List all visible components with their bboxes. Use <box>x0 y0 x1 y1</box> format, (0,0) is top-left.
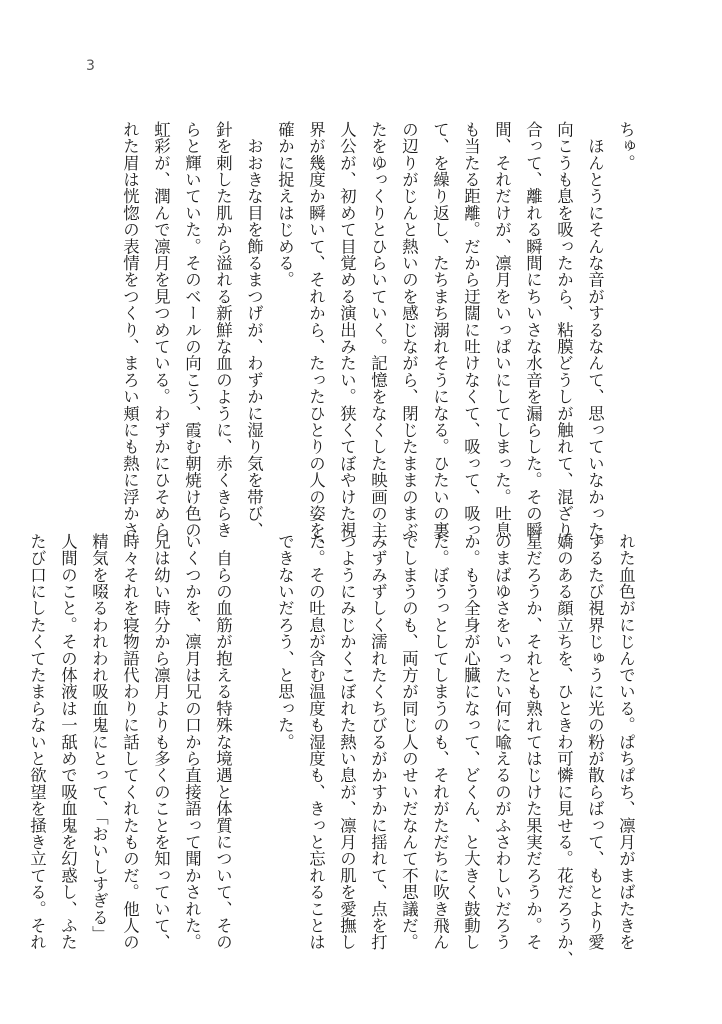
text-line: おおきな目を飾るまつげが、わずかに湿り気を帯び、 <box>244 121 264 539</box>
text-line: 人間のこと。その体液は一舐めで吸血鬼を幻惑し、ふた <box>58 533 78 951</box>
text-line: のまばゆさをいったい何に喩えるのがふさわしいだろう <box>492 533 512 951</box>
text-line: 時々それを寝物語代わりに話してくれたものだ。他人の <box>120 533 140 951</box>
text-line: ちゅ。 <box>616 121 636 172</box>
text-line: いくつかを、凛月は兄の口から直接語って聞かされた。 <box>182 533 202 951</box>
text-line: も当たる距離。だから迂闊に吐けなくて、吸って、吸っ <box>461 121 481 539</box>
text-line: 嬌のある顔立ちを、ひときわ可憐に見せる。花だろうか、 <box>554 533 574 968</box>
text-line: たをゆっくりとひらいていく。記憶をなくした映画の主 <box>368 121 388 539</box>
text-line: たび口にしたくてたまらないと欲望を掻き立てる。それ <box>27 533 47 951</box>
text-line: 向こうも息を吸ったから、粘膜どうしが触れて、混ざり <box>554 121 574 539</box>
text-line: た。その吐息が含む温度も湿度も、きっと忘れることは <box>306 533 326 951</box>
text-line: の辺りがじんと熱いのを感じながら、閉じたままのまぶ <box>399 121 419 539</box>
text-line: た。ぼうっとしてしまうのも、それがただちに吹き飛ん <box>430 533 450 951</box>
text-line: 針を刺した肌から溢れる新鮮な血のように、赤くきらき <box>213 121 233 539</box>
text-line: て、を繰り返し、たちまち溺れそうになる。ひたいの裏 <box>430 121 450 539</box>
text-line: みずみずしく濡れたくちびるがかすかに揺れて、点を打 <box>368 533 388 951</box>
text-line: できないだろう、と思った。 <box>275 533 295 751</box>
page-number: 3 <box>86 58 95 74</box>
text-line: 虹彩が、潤んで凛月を見つめている。わずかにひそめら <box>151 121 171 539</box>
text-line: 間、それだけが、凛月をいっぱいにしてしまった。吐息 <box>492 121 512 539</box>
text-line: 星だろうか、それとも熟れてはじけた果実だろうか。そ <box>523 533 543 951</box>
text-line: 界が幾度か瞬いて、それから、たったひとりの人の姿を、 <box>306 121 326 556</box>
text-line: れた眉は恍惚の表情をつくり、まろい頬にも熱に浮かさ <box>120 121 140 539</box>
text-line: 兄は幼い時分から凛月よりも多くのことを知っていて、 <box>151 533 171 951</box>
text-line: らと輝いていた。そのベールの向こう、霞む朝焼け色の <box>182 121 202 539</box>
text-line: 自らの血筋が抱える特殊な境遇と体質について、その <box>213 533 233 951</box>
text-line: か。もう全身が心臓になって、どくん、と大きく鼓動し <box>461 533 481 951</box>
text-line: 合って、離れる瞬間にちいさな水音を漏らした。その瞬 <box>523 121 543 539</box>
text-line: 確かに捉えはじめる。 <box>275 121 295 288</box>
text-line: 精気を啜るわれわれ吸血鬼にとって、「おいしすぎる」 <box>89 533 109 943</box>
text-line: つようにみじかくこぼれた熱い息が、凛月の肌を愛撫し <box>337 533 357 951</box>
text-line: でしまうのも、両方が同じ人のせいだなんて不思議だ。 <box>399 533 419 951</box>
text-line: ほんとうにそんな音がするなんて、思っていなかった。 <box>585 121 605 556</box>
text-line: するたび視界じゅうに光の粉が散らばって、もとより愛 <box>585 533 605 951</box>
text-line: 人公が、初めて目覚める演出みたい。狭くてぼやけた視 <box>337 121 357 539</box>
text-line: れた血色がにじんでいる。ぱちぱち、凛月がまばたきを <box>616 533 636 951</box>
